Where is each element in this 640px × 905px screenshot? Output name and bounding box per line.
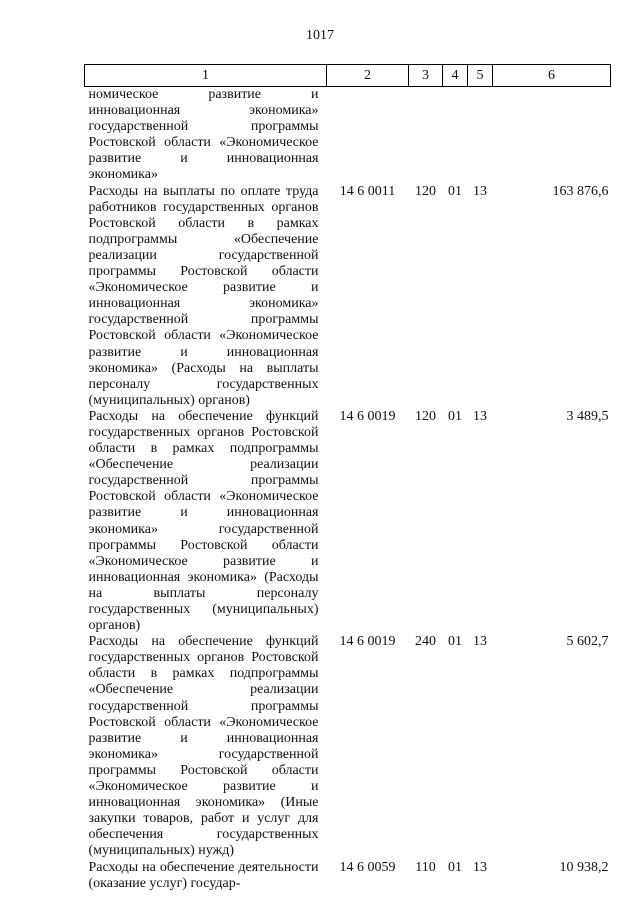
row-amount: 3 489,5 — [566, 408, 609, 424]
table-row — [85, 184, 611, 409]
row-subsection: 13 — [473, 634, 487, 650]
table-row — [85, 409, 611, 634]
column-header: 6 — [493, 65, 611, 87]
row-section: 01 — [448, 634, 462, 650]
row-target-code — [327, 87, 409, 184]
table-row — [85, 860, 611, 892]
row-target-code: 14 6 0011 — [339, 183, 396, 199]
row-subsection: 13 — [473, 183, 487, 199]
column-header: 2 — [327, 65, 409, 87]
table-row — [85, 87, 611, 184]
row-section: 01 — [448, 183, 462, 199]
page-number: 1017 — [306, 28, 334, 43]
budget-table — [84, 64, 611, 892]
row-description: номическое развитие и инновационная экономика» государственной программы Ростовской области «Экономическое развитие и инновационная экономика» — [88, 87, 319, 183]
table-row — [85, 634, 611, 859]
row-subsection: 13 — [473, 408, 487, 424]
row-description: Расходы на обеспечение функций государственных органов Ростовской области в рамках подпрограммы «Обеспечение реализации государственной программы Ростовской области «Экономическое развитие и инновационная экономика» государственной программы Ростовской области «Экономическое развитие и инновационная экономика» (Иные закупки товаров, работ и услуг для обеспечения государственных (муниципальных) нужд) — [88, 634, 319, 859]
row-description: Расходы на обеспечение функций государственных органов Ростовской области в рамках подпрограммы «Обеспечение реализации государственной программы Ростовской области «Экономическое развитие и инновационная экономика» государственной программы Ростовской области «Экономическое развитие и инновационная экономика» (Расходы на выплаты персоналу государственных (муниципальных) органов) — [88, 408, 319, 634]
row-expense-type: 110 — [415, 859, 436, 875]
row-amount: 10 938,2 — [559, 859, 609, 875]
row-section: 01 — [448, 408, 462, 424]
column-header: 1 — [85, 65, 327, 87]
row-expense-type: 120 — [415, 183, 436, 199]
row-expense-type: 120 — [415, 408, 436, 424]
row-expense-type — [409, 87, 443, 184]
row-amount — [493, 87, 611, 184]
table-header-row — [85, 65, 611, 87]
row-section — [443, 87, 468, 184]
row-subsection — [468, 87, 493, 184]
row-description: Расходы на выплаты по оплате труда работников государственных органов Ростовской области в рамках подпрограммы «Обеспечение реализации государственной программы Ростовской области «Экономическое развитие и инновационная экономика» государственной программы Ростовской области «Экономическое развитие и инновационная экономика» (Расходы на выплаты персоналу государственных (муниципальных) органов) — [88, 183, 319, 408]
row-expense-type: 240 — [415, 634, 436, 650]
row-subsection: 13 — [473, 859, 487, 875]
column-header: 5 — [468, 65, 493, 87]
column-header: 3 — [409, 65, 443, 87]
column-header: 4 — [443, 65, 468, 87]
row-target-code: 14 6 0019 — [339, 408, 396, 424]
row-amount: 163 876,6 — [552, 183, 609, 199]
row-section: 01 — [448, 859, 462, 875]
row-description: Расходы на обеспечение деятельности (оказание услуг) государ- — [88, 859, 319, 891]
row-amount: 5 602,7 — [566, 634, 609, 650]
row-target-code: 14 6 0059 — [339, 859, 396, 875]
row-target-code: 14 6 0019 — [339, 634, 396, 650]
